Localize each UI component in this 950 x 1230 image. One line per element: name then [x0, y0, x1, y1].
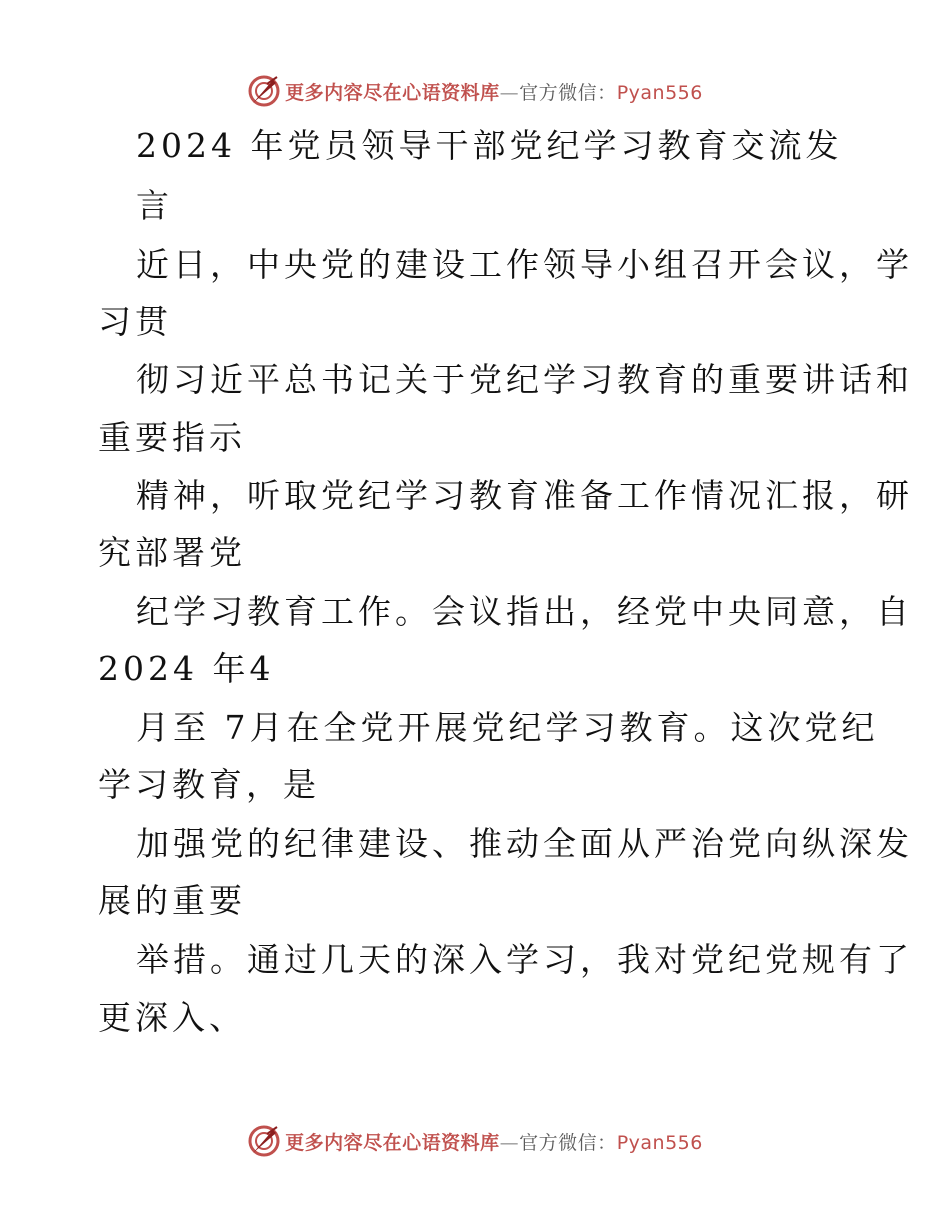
- paragraph-line: 展的重要: [98, 881, 246, 920]
- footer-banner-text: [285, 1128, 703, 1155]
- quill-logo-icon: [247, 1124, 281, 1158]
- paragraph-line: 更深入、: [98, 998, 246, 1037]
- header-banner-text: [285, 78, 703, 105]
- footer-banner: [0, 1121, 950, 1161]
- header-banner-wechat-id: Pyan556: [616, 81, 703, 104]
- footer-banner-wechat-id: Pyan556: [616, 1131, 703, 1154]
- paragraph-line: 学习教育，是: [98, 765, 320, 804]
- paragraph-line: 究部署党: [98, 533, 246, 572]
- paragraph-line: 彻习近平总书记关于党纪学习教育的重要讲话和: [136, 360, 913, 399]
- paragraph-line: 2024 年4: [98, 649, 275, 688]
- paragraph-line: 重要指示: [98, 418, 246, 457]
- header-banner-colon: ：: [597, 81, 617, 104]
- paragraph-line: 习贯: [98, 302, 172, 341]
- footer-banner-site-name: 更多内容尽在心语资料库: [285, 1131, 500, 1154]
- paragraph-line: 精神，听取党纪学习教育准备工作情况汇报，研: [136, 476, 913, 515]
- header-banner: [0, 71, 950, 111]
- header-banner-site-name: 更多内容尽在心语资料库: [285, 81, 500, 104]
- paragraph-line: 近日，中央党的建设工作领导小组召开会议，学: [136, 245, 913, 284]
- paragraph-line: 月至 7月在全党开展党纪学习教育。这次党纪: [136, 708, 879, 747]
- header-banner-official-label: 官方微信: [519, 81, 598, 104]
- document-title-line-2: 言: [136, 186, 173, 225]
- document-title-line-1: 2024 年党员领导干部党纪学习教育交流发: [136, 126, 843, 165]
- footer-banner-dash: —: [499, 1131, 520, 1154]
- paragraph-line: 举措。通过几天的深入学习，我对党纪党规有了: [136, 940, 913, 979]
- footer-banner-colon: ：: [597, 1131, 617, 1154]
- footer-banner-official-label: 官方微信: [519, 1131, 598, 1154]
- quill-logo-icon: [247, 74, 281, 108]
- header-banner-dash: —: [499, 81, 520, 104]
- paragraph-line: 加强党的纪律建设、推动全面从严治党向纵深发: [136, 824, 913, 863]
- paragraph-line: 纪学习教育工作。会议指出，经党中央同意，自: [136, 592, 913, 631]
